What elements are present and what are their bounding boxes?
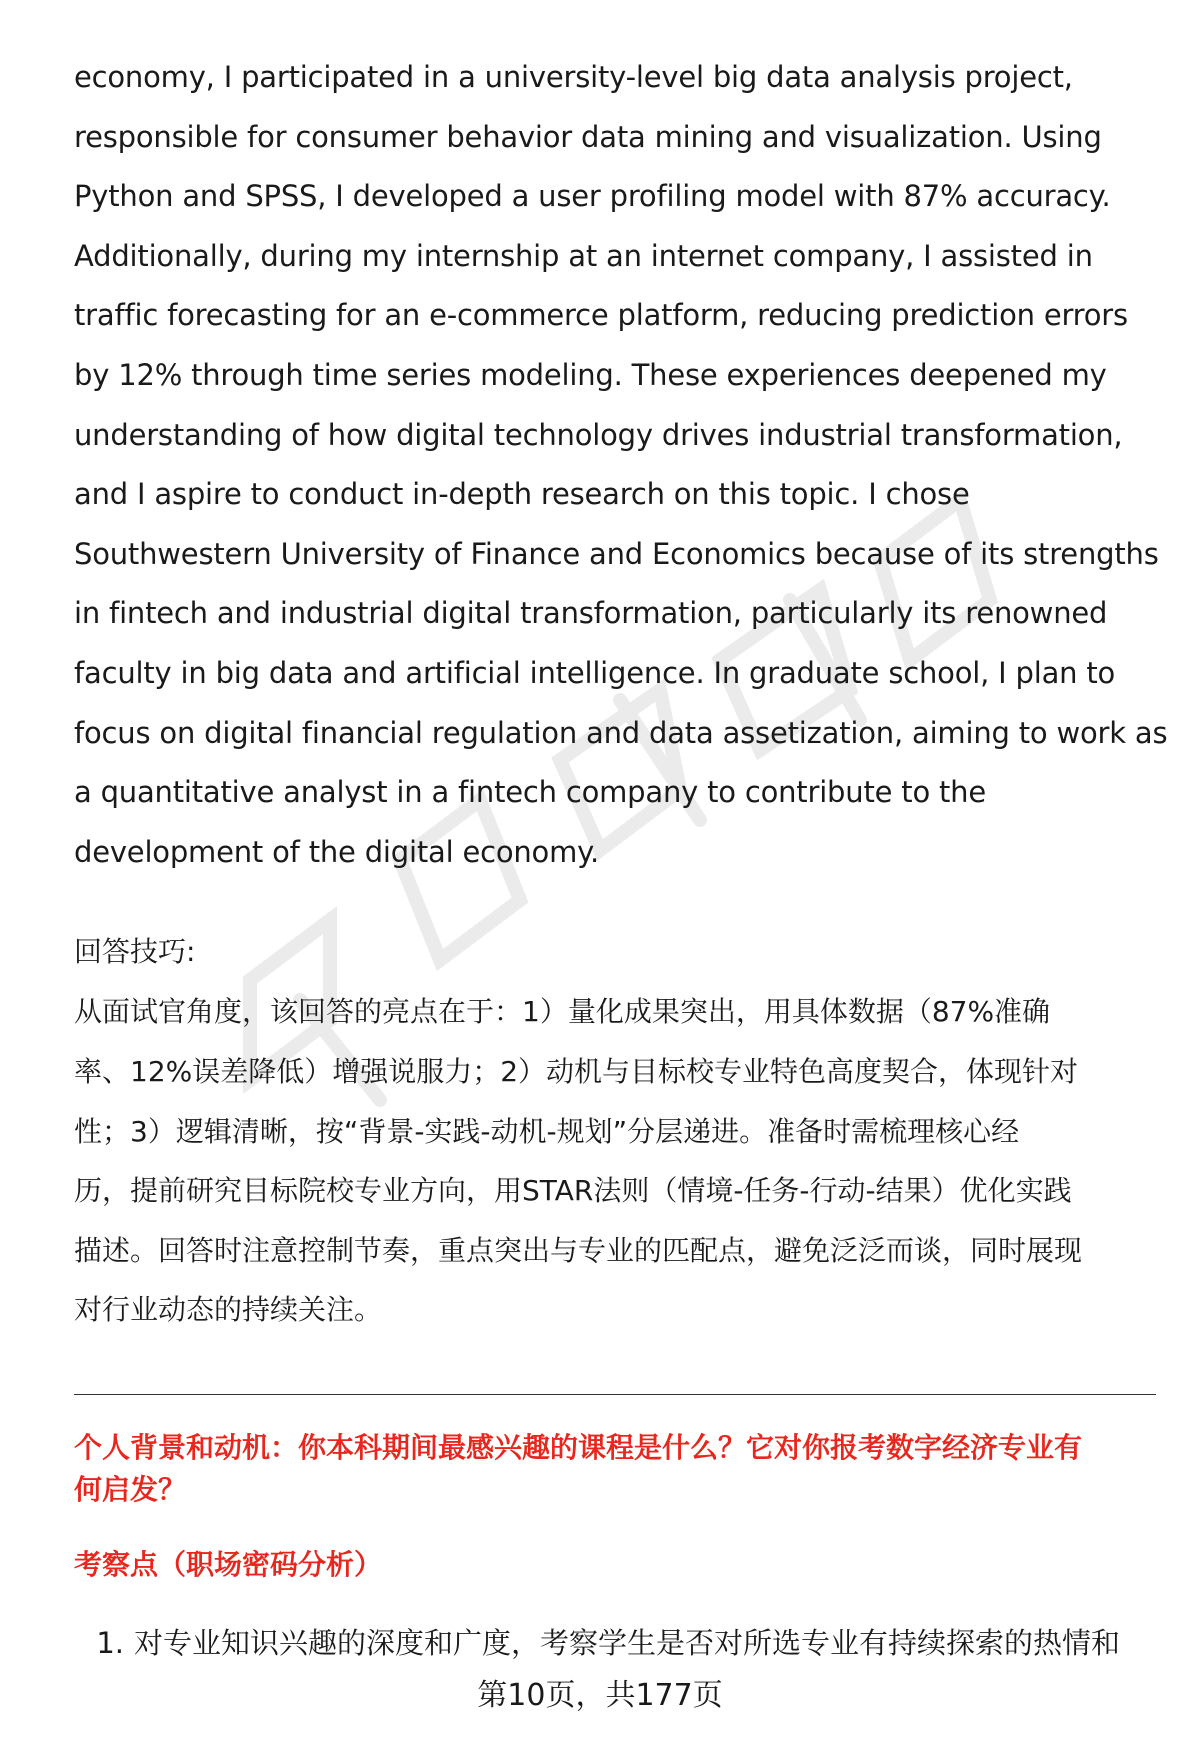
answer-line: faculty in big data and artificial intelligence. In graduate school, I plan to [74, 655, 1116, 690]
answer-line: economy, I participated in a university-level big data analysis project, [74, 60, 1073, 94]
question-heading [74, 1427, 1154, 1511]
answer-line: responsible for consumer behavior data mining and visualization. Using [74, 119, 1102, 154]
answer-line: and I aspire to conduct in-depth research on this topic. I chose [74, 477, 970, 512]
question-line: 何启发？ [74, 1472, 187, 1506]
page-content [74, 48, 1168, 1667]
answer-line: focus on digital financial regulation and data assetization, aiming to work as [74, 715, 1168, 750]
list-item [74, 1619, 1154, 1667]
answer-line: a quantitative analyst in a fintech company to contribute to the [74, 775, 986, 810]
answer-paragraph [74, 48, 1168, 882]
answer-line: development of the digital economy. [74, 834, 599, 869]
section-divider [74, 1394, 1156, 1395]
answer-line: in fintech and industrial digital transformation, particularly its renowned [74, 596, 1108, 631]
tips-paragraph [74, 982, 1154, 1340]
question-line: 个人背景和动机：你本科期间最感兴趣的课程是什么？它对你报考数字经济专业有 [74, 1430, 1083, 1464]
tips-label: 回答技巧: [74, 935, 196, 969]
tips-line: 对行业动态的持续关注。 [74, 1293, 383, 1327]
answer-line: Additionally, during my internship at an internet company, I assisted in [74, 238, 1093, 273]
assessment-point-list [74, 1619, 1154, 1667]
assessment-heading: 考察点（职场密码分析） [74, 1547, 383, 1581]
tips-line: 性；3）逻辑清晰，按“背景-实践-动机-规划”分层递进。准备时需梳理核心经 [74, 1114, 1020, 1148]
tips-line: 从面试官角度，该回答的亮点在于：1）量化成果突出，用具体数据（87%准确 [74, 995, 1051, 1029]
list-item-text: 对专业知识兴趣的深度和广度，考察学生是否对所选专业有持续探索的热情和 [134, 1625, 1121, 1660]
list-item-number: 1. [96, 1625, 124, 1660]
tips-line: 率、12%误差降低）增强说服力；2）动机与目标校专业特色高度契合，体现针对 [74, 1054, 1079, 1088]
tips-line: 描述。回答时注意控制节奏，重点突出与专业的匹配点，避免泛泛而谈，同时展现 [74, 1233, 1083, 1267]
page-footer: 第10页，共177页 [477, 1678, 723, 1713]
tips-line: 历，提前研究目标院校专业方向，用STAR法则（情境-任务-行动-结果）优化实践 [74, 1174, 1072, 1208]
answer-line: understanding of how digital technology drives industrial transformation, [74, 417, 1123, 452]
answer-line: by 12% through time series modeling. These experiences deepened my [74, 357, 1107, 392]
answer-line: Southwestern University of Finance and Economics because of its strengths [74, 536, 1159, 571]
answer-line: traffic forecasting for an e-commerce platform, reducing prediction errors [74, 298, 1128, 333]
answer-line: Python and SPSS, I developed a user profiling model with 87% accuracy. [74, 179, 1111, 214]
